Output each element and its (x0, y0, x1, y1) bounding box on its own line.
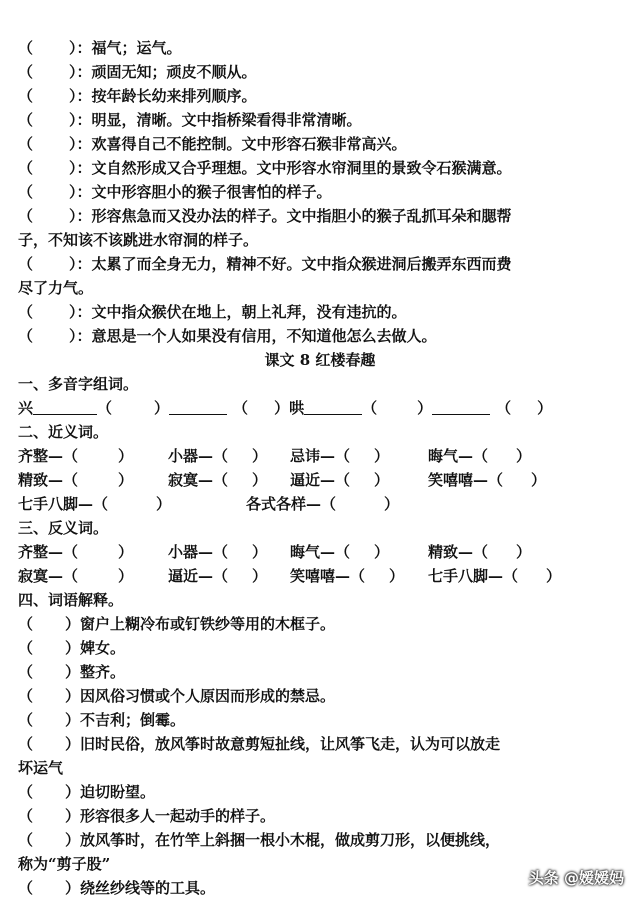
section-heading-synonyms: 二、近义词。 (18, 423, 109, 441)
explain-line: （ ）整齐。 (18, 663, 126, 681)
definition-line: （ ）：意思是一个人如果没有信用，不知道他怎么去做人。 (18, 327, 437, 345)
antonym-row: 寂寞—（ ） 逼近—（ ） 笑嘻嘻—（ ） 七手八脚—（ ） (18, 567, 562, 585)
definition-line: （ ）：文中形容胆小的猴子很害怕的样子。 (18, 183, 332, 201)
explain-line: （ ）窗户上糊冷布或钉铁纱等用的木框子。 (18, 615, 336, 633)
definition-line: （ ）：欢喜得自己不能控制。文中形容石猴非常高兴。 (18, 135, 407, 153)
section-heading-polyphone: 一、多音字组词。 (18, 375, 139, 393)
definition-line: （ ）：按年龄长幼来排列顺序。 (18, 87, 257, 105)
explain-line: （ ）形容很多人一起动手的样子。 (18, 807, 276, 825)
synonym-row: 精致—（ ） 寂寞—（ ） 逼近—（ ） 笑嘻嘻—（ ） (18, 471, 547, 489)
definition-line: （ ）：明显，清晰。文中指桥梁看得非常清晰。 (18, 111, 362, 129)
synonym-row: 齐整—（ ） 小器—（ ） 忌讳—（ ） 晦气—（ ） (18, 447, 532, 465)
definition-line: （ ）：太累了而全身无力，精神不好。文中指众猴进洞后搬弄东西而费 (18, 255, 512, 273)
explain-line: （ ）因风俗习惯或个人原因而形成的禁忌。 (18, 687, 336, 705)
explain-continuation: 称为“剪子股” (18, 855, 111, 873)
definition-line: （ ）：形容焦急而又没办法的样子。文中指胆小的猴子乱抓耳朵和腮帮 (18, 207, 512, 225)
definition-line: （ ）：顽固无知；顽皮不顺从。 (18, 63, 257, 81)
definition-line: （ ）：福气；运气。 (18, 39, 182, 57)
lesson-title: 课文 8 红楼春趣 (264, 351, 376, 369)
explain-line: （ ）旧时民俗，放风筝时故意剪短扯线，让风筝飞走，认为可以放走 (18, 735, 501, 753)
definition-continuation: 子，不知该不该跳进水帘洞的样子。 (18, 231, 259, 249)
explain-line: （ ）不吉利；倒霉。 (18, 711, 186, 729)
explain-line: （ ）绕丝纱线等的工具。 (18, 879, 216, 897)
antonym-row: 齐整—（ ） 小器—（ ） 晦气—（ ） 精致—（ ） (18, 543, 532, 561)
synonym-row: 七手八脚—（ ） 各式各样—（ ） (18, 495, 400, 513)
explain-line: （ ）迫切盼望。 (18, 783, 156, 801)
explain-continuation: 坏运气 (18, 759, 64, 777)
definition-line: （ ）：文中指众猴伏在地上，朝上礼拜，没有违抗的。 (18, 303, 407, 321)
explain-line: （ ）婢女。 (18, 639, 126, 657)
section-heading-explain: 四、词语解释。 (18, 591, 124, 609)
section-heading-antonyms: 三、反义词。 (18, 519, 109, 537)
definition-line: （ ）：文自然形成又合乎理想。文中形容水帘洞里的景致令石猴满意。 (18, 159, 512, 177)
watermark: 头条 @嫒嫒妈 (528, 869, 624, 887)
polyphone-row: 兴 （ ） （ ）哄 （ ） （ ） (18, 399, 553, 417)
explain-line: （ ）放风筝时，在竹竿上斜捆一根小木棍，做成剪刀形，以便挑线， (18, 831, 501, 849)
definition-continuation: 尽了力气。 (18, 279, 94, 297)
